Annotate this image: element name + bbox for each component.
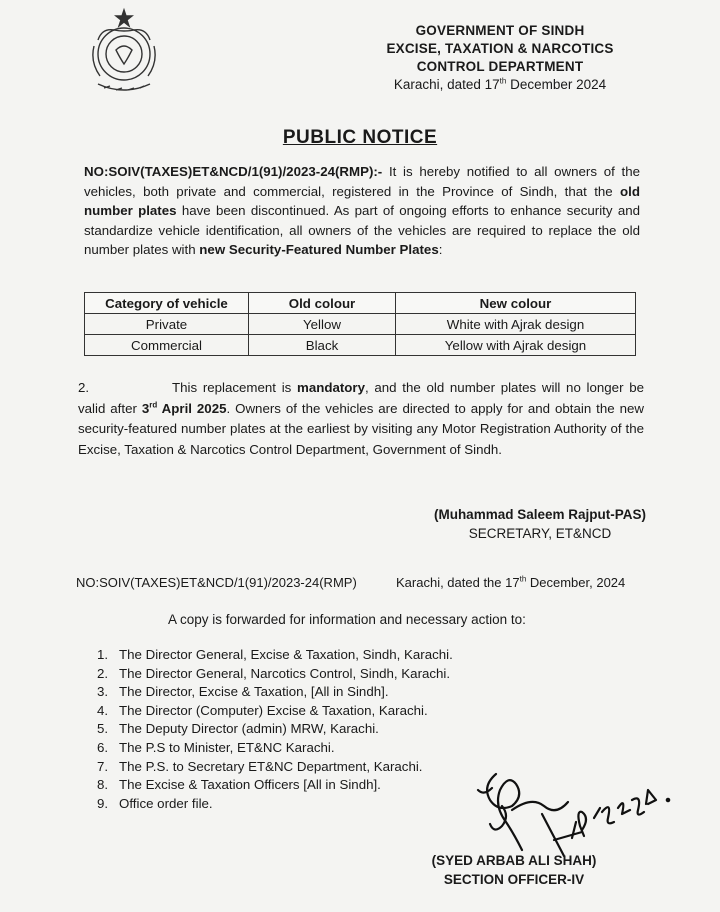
letterhead-date: Karachi, dated 17th December 2024 — [393, 76, 607, 92]
list-item: 5. The Deputy Director (admin) MRW, Karachi. — [97, 721, 379, 737]
letterhead-line-2: EXCISE, TAXATION & NARCOTICS — [386, 41, 614, 56]
table-header: Old colour — [249, 293, 396, 314]
table-cell: White with Ajrak design — [396, 314, 636, 335]
list-item: 8. The Excise & Taxation Officers [All in Sindh]. — [97, 777, 381, 793]
list-item: 6. The P.S to Minister, ET&NC Karachi. — [97, 739, 335, 755]
list-item: 1. The Director General, Excise & Taxation, Sindh, Karachi. — [97, 647, 453, 662]
table-cell: Commercial — [85, 335, 249, 356]
list-item: 7. The P.S. to Secretary ET&NC Department, Karachi. — [97, 758, 423, 774]
endorsement-date: Karachi, dated the 17th December, 2024 — [396, 574, 626, 590]
list-item: 4. The Director (Computer) Excise & Taxation, Karachi. — [97, 702, 428, 718]
signatory-name: (SYED ARBAB ALI SHAH) — [431, 853, 597, 868]
list-item: 9. Office order file. — [97, 795, 213, 811]
section-officer-signature-block — [404, 851, 624, 889]
table-cell: Yellow with Ajrak design — [396, 335, 636, 356]
letterhead — [370, 22, 630, 94]
notice-paragraph-2: 2. This replacement is mandatory, and the old number plates will no longer be valid after 3rd April 2025. Owners of the vehicles are directed to apply for and obtain the new security-featured number plates at the earliest by visiting any Motor Registration Authority of the Excise, Taxation & Narcotics Control Department, Government of Sindh. — [78, 380, 645, 457]
list-item: 3. The Director, Excise & Taxation, [All in Sindh]. — [97, 684, 389, 700]
list-item: 2. The Director General, Narcotics Control, Sindh, Karachi. — [97, 665, 451, 681]
signatory-designation: SECRETARY, ET&NCD — [468, 526, 612, 541]
table-cell: Yellow — [249, 314, 396, 335]
notice-reference: NO:SOIV(TAXES)ET&NCD/1(91)/2023-24(RMP):- — [84, 164, 383, 179]
table-row — [85, 314, 636, 335]
table-cell: Black — [249, 335, 396, 356]
copy-forward-line: A copy is forwarded for information and necessary action to: — [168, 612, 526, 627]
handwritten-signature-icon — [472, 766, 682, 862]
table-row — [85, 335, 636, 356]
signatory-designation: SECTION OFFICER-IV — [443, 872, 585, 887]
government-seal-icon — [84, 6, 164, 98]
letterhead-line-3: CONTROL DEPARTMENT — [416, 59, 584, 74]
endorsement-number: NO:SOIV(TAXES)ET&NCD/1(91)/2023-24(RMP) — [76, 575, 357, 590]
signatory-name: (Muhammad Saleem Rajput-PAS) — [433, 507, 646, 522]
table-header-row — [85, 293, 636, 314]
distribution-list — [97, 646, 453, 813]
number-plate-colour-table — [84, 292, 636, 356]
notice-paragraph-1: NO:SOIV(TAXES)ET&NCD/1(91)/2023-24(RMP):- It is hereby notified to all owners of the vehicles, both private and commercial, registered in the Province of Sindh, that the old number plates have been discontinued. As part of ongoing efforts to enhance security and standardize vehicle identification, all owners of the vehicles are required to replace the old number plates with new Security-Featured Number Plates: — [84, 164, 641, 257]
table-header: Category of vehicle — [85, 293, 249, 314]
paragraph-number: 2. — [78, 380, 90, 395]
letterhead-line-1: GOVERNMENT OF SINDH — [415, 23, 585, 38]
table-header: New colour — [396, 293, 636, 314]
secretary-signature-block — [434, 505, 646, 543]
page-title: PUBLIC NOTICE — [282, 127, 438, 148]
table-cell: Private — [85, 314, 249, 335]
